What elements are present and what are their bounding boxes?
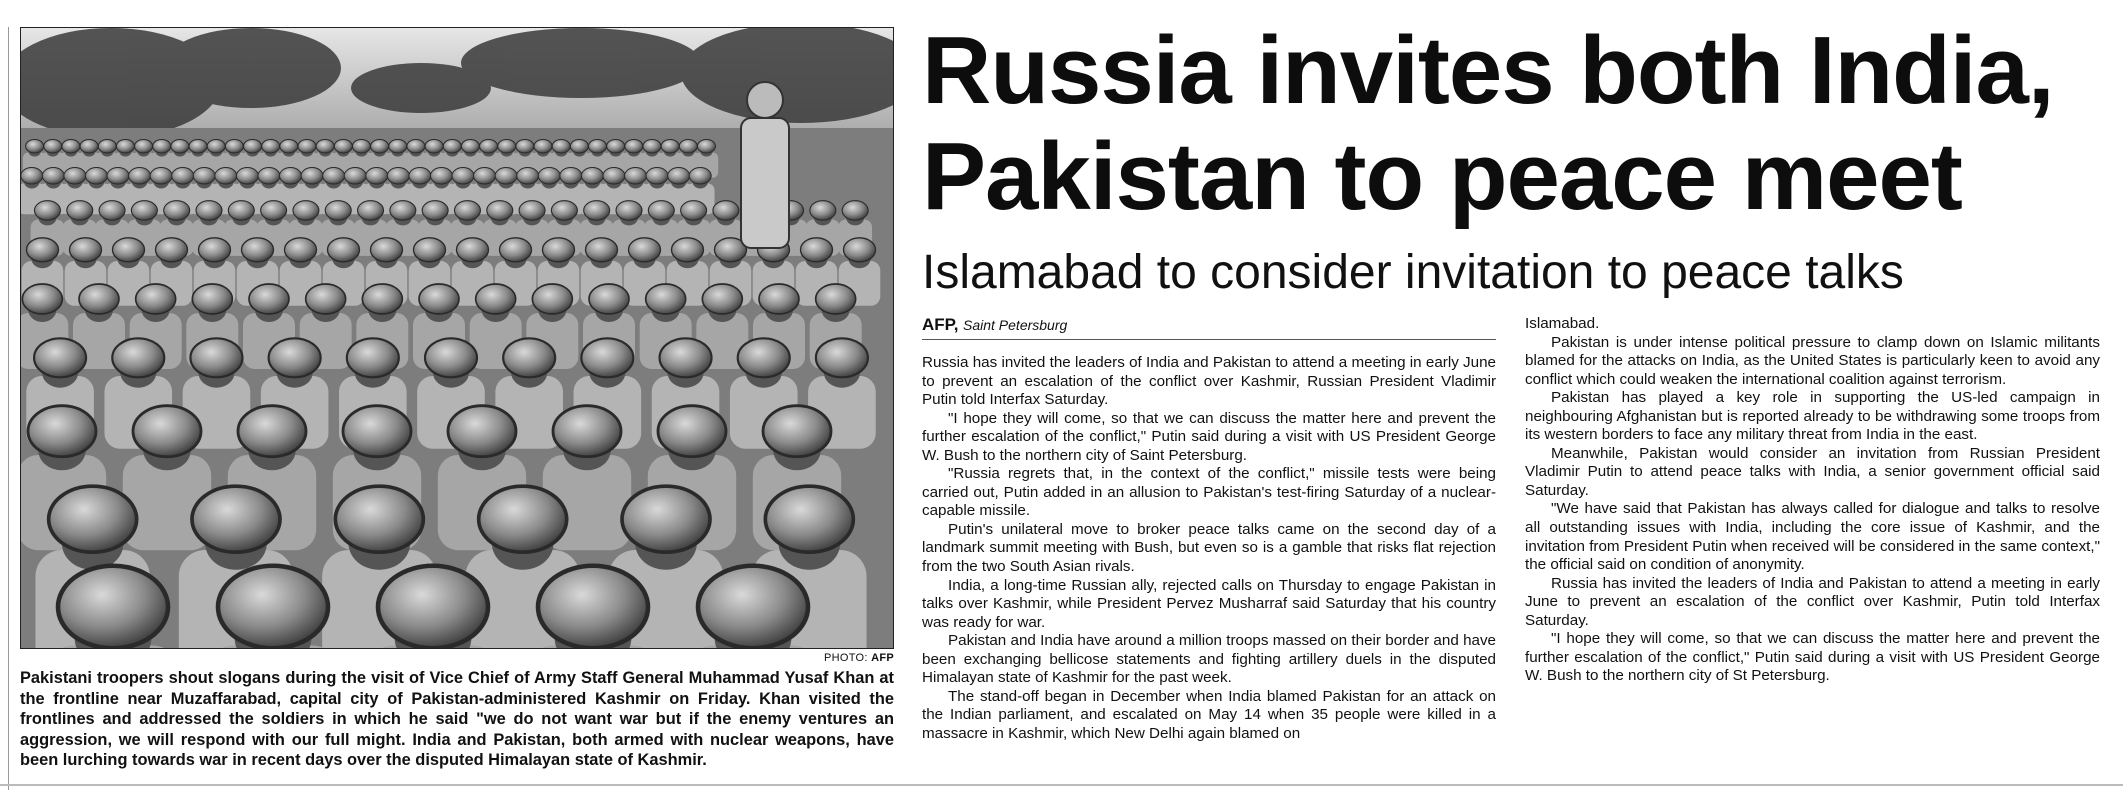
helmet bbox=[228, 201, 254, 221]
helmet bbox=[49, 486, 137, 552]
helmet bbox=[378, 566, 488, 649]
helmet bbox=[325, 201, 351, 221]
helmet bbox=[242, 238, 274, 262]
helmet bbox=[414, 238, 446, 262]
helmet bbox=[765, 486, 853, 552]
helmet bbox=[199, 238, 231, 262]
helmet bbox=[116, 139, 134, 153]
soldiers-photo-illustration bbox=[21, 28, 894, 649]
helmet bbox=[196, 201, 222, 221]
helmet bbox=[190, 338, 242, 377]
helmet bbox=[42, 168, 64, 185]
helmet bbox=[225, 139, 243, 153]
helmet bbox=[390, 201, 416, 221]
helmet bbox=[457, 238, 489, 262]
helmet bbox=[218, 566, 328, 649]
helmet bbox=[461, 139, 479, 153]
helmet bbox=[192, 284, 232, 314]
helmet bbox=[362, 284, 402, 314]
helmet bbox=[236, 168, 258, 185]
helmet bbox=[193, 168, 215, 185]
helmet bbox=[64, 168, 86, 185]
helmet bbox=[44, 139, 62, 153]
helmet bbox=[21, 168, 43, 185]
helmet bbox=[816, 338, 868, 377]
helmet bbox=[646, 284, 686, 314]
helmet bbox=[371, 238, 403, 262]
helmet bbox=[681, 201, 707, 221]
helmet bbox=[538, 168, 560, 185]
helmet bbox=[500, 238, 532, 262]
helmet bbox=[335, 486, 423, 552]
helmet bbox=[79, 284, 119, 314]
helmet bbox=[34, 201, 60, 221]
helmet bbox=[625, 168, 647, 185]
headline-line-2: Pakistan to peace meet bbox=[922, 123, 1962, 230]
helmet bbox=[407, 139, 425, 153]
helmet bbox=[643, 139, 661, 153]
article-column-2 bbox=[1525, 315, 2100, 686]
helmet bbox=[603, 168, 625, 185]
helmet bbox=[443, 139, 461, 153]
helmet bbox=[589, 284, 629, 314]
helmet bbox=[503, 338, 555, 377]
helmet bbox=[293, 201, 319, 221]
helmet bbox=[842, 201, 868, 221]
helmet bbox=[261, 201, 287, 221]
helmet bbox=[131, 201, 157, 221]
article-paragraph: "I hope they will come, so that we can discuss the matter here and prevent the further escalation of the conflict," Putin said during a visit with US President George W. Bush to the northern city of St Petersburg. bbox=[1525, 630, 2100, 685]
helmet bbox=[371, 139, 389, 153]
helmet bbox=[67, 201, 93, 221]
helmet bbox=[244, 139, 262, 153]
helmet bbox=[648, 201, 674, 221]
helmet bbox=[607, 139, 625, 153]
helmet bbox=[70, 238, 102, 262]
helmet bbox=[269, 338, 321, 377]
helmet bbox=[164, 201, 190, 221]
byline-dateline: Saint Petersburg bbox=[963, 317, 1068, 333]
helmet bbox=[660, 338, 712, 377]
byline-agency: AFP, bbox=[922, 315, 959, 334]
helmet bbox=[28, 406, 96, 457]
helmet bbox=[698, 566, 808, 649]
news-photo bbox=[20, 27, 894, 649]
helmet bbox=[816, 284, 856, 314]
helmet bbox=[328, 238, 360, 262]
helmet bbox=[347, 338, 399, 377]
helmet bbox=[552, 139, 570, 153]
helmet bbox=[171, 139, 189, 153]
article-paragraph: Putin's unilateral move to broker peace talks came on the second day of a landmark summit meeting with Bush, but even so is a gamble that risks flat rejection from the two South Asian rivals. bbox=[922, 520, 1496, 576]
helmet bbox=[262, 139, 280, 153]
helmet bbox=[498, 139, 516, 153]
helmet bbox=[136, 284, 176, 314]
helmet bbox=[249, 284, 289, 314]
byline bbox=[922, 315, 1067, 335]
helmet bbox=[560, 168, 582, 185]
helmet bbox=[801, 238, 833, 262]
helmet bbox=[534, 139, 552, 153]
helmet bbox=[27, 238, 59, 262]
helmet bbox=[129, 168, 151, 185]
article-column-1 bbox=[922, 354, 1496, 743]
helmet bbox=[738, 338, 790, 377]
helmet bbox=[192, 486, 280, 552]
helmet bbox=[759, 284, 799, 314]
helmet bbox=[150, 168, 172, 185]
helmet bbox=[570, 139, 588, 153]
helmet bbox=[810, 201, 836, 221]
helmet bbox=[422, 201, 448, 221]
helmet bbox=[672, 238, 704, 262]
subheadline: Islamabad to consider invitation to peace talks bbox=[922, 246, 1904, 299]
helmet bbox=[622, 486, 710, 552]
helmet bbox=[344, 168, 366, 185]
helmet bbox=[476, 284, 516, 314]
helmet bbox=[280, 168, 302, 185]
helmet bbox=[584, 201, 610, 221]
helmet bbox=[85, 168, 107, 185]
helmet bbox=[22, 284, 62, 314]
helmet bbox=[306, 284, 346, 314]
helmet bbox=[156, 238, 188, 262]
helmet bbox=[474, 168, 496, 185]
helmet bbox=[543, 238, 575, 262]
byline-rule bbox=[922, 339, 1496, 340]
helmet bbox=[487, 201, 513, 221]
headline bbox=[922, 18, 2112, 230]
helmet bbox=[285, 238, 317, 262]
helmet bbox=[763, 406, 831, 457]
article-paragraph: Russia has invited the leaders of India and Pakistan to attend a meeting in early June to prevent an escalation of the conflict over Kashmir, Putin told Interfax Saturday. bbox=[1525, 574, 2100, 629]
helmet bbox=[519, 201, 545, 221]
helmet bbox=[301, 168, 323, 185]
helmet bbox=[113, 238, 145, 262]
helmet bbox=[258, 168, 280, 185]
helmet bbox=[80, 139, 98, 153]
helmet bbox=[689, 168, 711, 185]
photo-caption: Pakistani troopers shout slogans during the visit of Vice Chief of Army Staff General Muhammad Yusaf Khan at the frontline near Muzaffarabad, capital city of Pakistan-administered Kashmir on Friday. Khan visited the frontlines and addressed the soldiers in which he said "we do not want war but if the enemy ventures an aggression, we will respond with our full might. India and Pakistan, both armed with nuclear weapons, have been lurching towards war in recent days over the disputed Himalayan state of Kashmir. bbox=[20, 669, 894, 770]
photo-credit-label: PHOTO: bbox=[823, 652, 868, 664]
left-margin-rule bbox=[8, 27, 9, 790]
helmet bbox=[454, 201, 480, 221]
helmet bbox=[172, 168, 194, 185]
helmet bbox=[207, 139, 225, 153]
helmet bbox=[215, 168, 237, 185]
helmet bbox=[135, 139, 153, 153]
helmet bbox=[480, 139, 498, 153]
helmet bbox=[419, 284, 459, 314]
helmet bbox=[702, 284, 742, 314]
helmet bbox=[589, 139, 607, 153]
helmet bbox=[98, 139, 116, 153]
article-paragraph: "We have said that Pakistan has always called for dialogue and talks to resolve all outstanding issues with India, including the core issue of Kashmir, and the invitation from President Putin when received will be considered in the same context," the official said on condition of anonymity. bbox=[1525, 500, 2100, 574]
helmet bbox=[625, 139, 643, 153]
helmet bbox=[112, 338, 164, 377]
helmet bbox=[425, 338, 477, 377]
article-paragraph: Russia has invited the leaders of India and Pakistan to attend a meeting in early June to prevent an escalation of the conflict over Kashmir, Russian President Vladimir Putin told Interfax Saturday. bbox=[922, 354, 1496, 409]
helmet bbox=[107, 168, 129, 185]
helmet bbox=[62, 139, 80, 153]
helmet bbox=[448, 406, 516, 457]
helmet bbox=[358, 201, 384, 221]
helmet bbox=[452, 168, 474, 185]
helmet bbox=[58, 566, 168, 649]
helmet bbox=[586, 238, 618, 262]
article-paragraph: Meanwhile, Pakistan would consider an invitation from Russian President Vladimir Putin to attend peace talks with India, a senior government official said Saturday. bbox=[1525, 444, 2100, 499]
headline-line-1: Russia invites both India, bbox=[922, 17, 2054, 124]
helmet bbox=[697, 139, 715, 153]
helmet bbox=[581, 338, 633, 377]
helmet bbox=[352, 139, 370, 153]
helmet bbox=[517, 168, 539, 185]
article-paragraph: "I hope they will come, so that we can discuss the matter here and prevent the further escalation of the conflict," Putin said during a visit with US President George W. Bush to the northern city of Saint Petersburg. bbox=[922, 409, 1496, 464]
article-paragraph-continued: Islamabad. bbox=[1525, 315, 1600, 332]
helmet bbox=[343, 406, 411, 457]
article-paragraph: The stand-off began in December when India blamed Pakistan for an attack on the Indian parliament, and escalated on May 14 when 35 people were killed in a massacre in Kashmir, which New Delhi again blamed on bbox=[922, 687, 1496, 742]
helmet bbox=[389, 139, 407, 153]
helmet bbox=[516, 139, 534, 153]
helmet bbox=[238, 406, 306, 457]
helmet bbox=[844, 238, 876, 262]
helmet bbox=[99, 201, 125, 221]
helmet bbox=[616, 201, 642, 221]
helmet bbox=[551, 201, 577, 221]
helmet bbox=[538, 566, 648, 649]
helmet bbox=[387, 168, 409, 185]
helmet bbox=[409, 168, 431, 185]
helmet bbox=[581, 168, 603, 185]
helmet bbox=[323, 168, 345, 185]
helmet bbox=[298, 139, 316, 153]
article-paragraph: "Russia regrets that, in the context of the conflict," missile tests were being carried out, Putin added in an allusion to Pakistan's test-firing Saturday of a nuclear-capable missile. bbox=[922, 465, 1496, 520]
helmet bbox=[495, 168, 517, 185]
article-paragraph: Pakistan and India have around a million troops massed on their border and have been exchanging bellicose statements and fighting artillery duels in the disputed Himalayan state of Kashmir for the past week. bbox=[922, 632, 1496, 687]
helmet bbox=[26, 139, 44, 153]
helmet bbox=[646, 168, 668, 185]
photo-credit bbox=[20, 652, 894, 664]
bottom-rule bbox=[0, 784, 2123, 786]
article-paragraph: India, a long-time Russian ally, rejected calls on Thursday to engage Pakistan in talks over Kashmir, while President Pervez Musharraf said Saturday that his country was ready for war. bbox=[922, 576, 1496, 631]
helmet bbox=[425, 139, 443, 153]
helmet bbox=[553, 406, 621, 457]
helmet bbox=[713, 201, 739, 221]
photo-credit-agency: AFP bbox=[871, 652, 894, 664]
article-paragraph: Pakistan is under intense political pressure to clamp down on Islamic militants blamed for the attacks on India, as the United States is particularly keen to avoid any conflict which could weaken the international coalition against terrorism. bbox=[1525, 333, 2100, 388]
helmet bbox=[479, 486, 567, 552]
helmet bbox=[34, 338, 86, 377]
helmet bbox=[532, 284, 572, 314]
helmet bbox=[189, 139, 207, 153]
helmet bbox=[629, 238, 661, 262]
helmet bbox=[153, 139, 171, 153]
article-paragraph: Pakistan has played a key role in supporting the US-led campaign in neighbouring Afghanistan but is reported already to be withdrawing some troops from its western borders to face any military threat from India in the east. bbox=[1525, 389, 2100, 444]
helmet bbox=[280, 139, 298, 153]
helmet bbox=[668, 168, 690, 185]
helmet bbox=[133, 406, 201, 457]
helmet bbox=[430, 168, 452, 185]
helmet bbox=[658, 406, 726, 457]
helmet bbox=[334, 139, 352, 153]
helmet bbox=[679, 139, 697, 153]
helmet bbox=[661, 139, 679, 153]
helmet bbox=[366, 168, 388, 185]
helmet bbox=[316, 139, 334, 153]
